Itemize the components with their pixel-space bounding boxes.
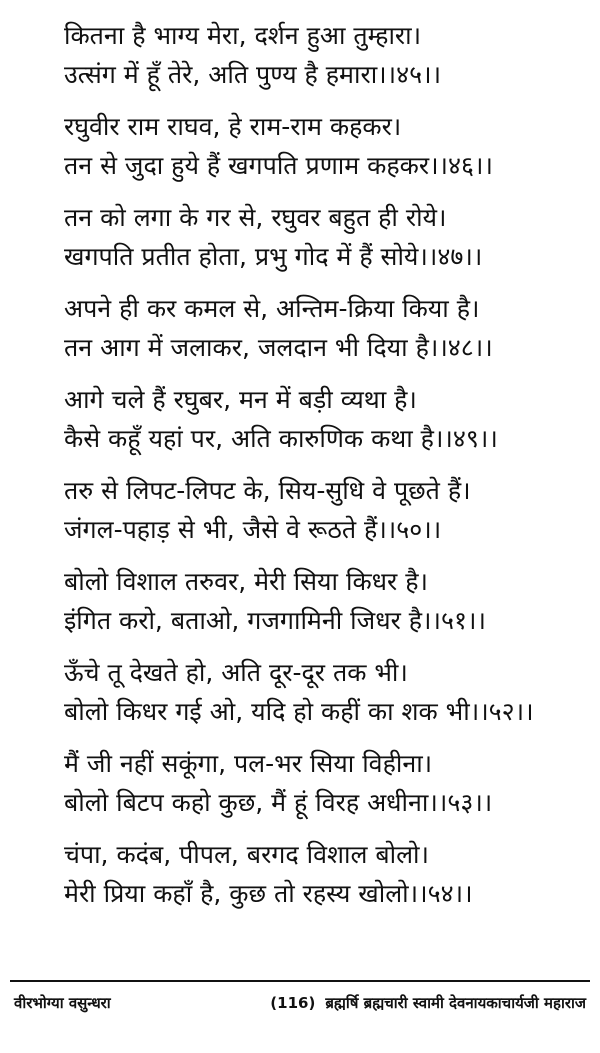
verse-line: ऊँचे तू देखते हो, अति दूर-दूर तक भी। [64, 658, 408, 687]
stanza-50 [64, 471, 584, 549]
verse-line: कितना है भाग्य मेरा, दर्शन हुआ तुम्हारा। [64, 21, 422, 50]
verse-line: मैं जी नहीं सकूंगा, पल-भर सिया विहीना। [64, 749, 433, 778]
stanza-47 [64, 198, 584, 276]
verse-line: तरु से लिपट-लिपट के, सिय-सुधि वे पूछते हैं। [64, 476, 471, 505]
book-title: वीरभोग्या वसुन्धरा [14, 994, 111, 1012]
verse-line: खगपति प्रतीत होता, प्रभु गोद में हैं सोये।।४७।। [64, 242, 483, 271]
verse-line: उत्संग में हूँ तेरे, अति पुण्य है हमारा।।४५।। [64, 60, 442, 89]
verse-line: आगे चले हैं रघुबर, मन में बड़ी व्यथा है। [64, 385, 417, 414]
stanza-51 [64, 562, 584, 640]
verse-line: तन से जुदा हुये हैं खगपति प्रणाम कहकर।।४६।। [64, 151, 493, 180]
verse-line: मेरी प्रिया कहाँ है, कुछ तो रहस्य खोलो।।५४।। [64, 879, 473, 908]
stanza-46 [64, 107, 584, 185]
verse-line: कैसे कहूँ यहां पर, अति कारुणिक कथा है।।४९।। [64, 424, 498, 453]
author-name: ब्रह्मर्षि ब्रह्मचारी स्वामी देवनायकाचार्यजी महाराज [325, 994, 586, 1012]
footer-right [270, 993, 586, 1013]
page-number: (116) [270, 994, 316, 1012]
stanza-53 [64, 744, 584, 822]
verse-line: बोलो बिटप कहो कुछ, मैं हूं विरह अधीना।।५३।। [64, 788, 493, 817]
verse-line: तन आग में जलाकर, जलदान भी दिया है।।४८।। [64, 333, 493, 362]
verse-line: रघुवीर राम राघव, हे राम-राम कहकर। [64, 112, 402, 141]
stanza-49 [64, 380, 584, 458]
stanza-45 [64, 16, 584, 94]
verse-line: बोलो विशाल तरुवर, मेरी सिया किधर है। [64, 567, 428, 596]
stanza-48 [64, 289, 584, 367]
verse-body [64, 16, 584, 913]
stanza-52 [64, 653, 584, 731]
verse-line: चंपा, कदंब, पीपल, बरगद विशाल बोलो। [64, 840, 430, 869]
footer-divider [10, 980, 590, 982]
page-footer [14, 988, 586, 1018]
verse-line: जंगल-पहाड़ से भी, जैसे वे रूठते हैं।।५०।। [64, 515, 442, 544]
verse-line: इंगित करो, बताओ, गजगामिनी जिधर है।।५१।। [64, 606, 486, 635]
stanza-54 [64, 835, 584, 913]
verse-line: तन को लगा के गर से, रघुवर बहुत ही रोये। [64, 203, 447, 232]
verse-line: बोलो किधर गई ओ, यदि हो कहीं का शक भी।।५२।। [64, 697, 534, 726]
verse-line: अपने ही कर कमल से, अन्तिम-क्रिया किया है। [64, 294, 480, 323]
